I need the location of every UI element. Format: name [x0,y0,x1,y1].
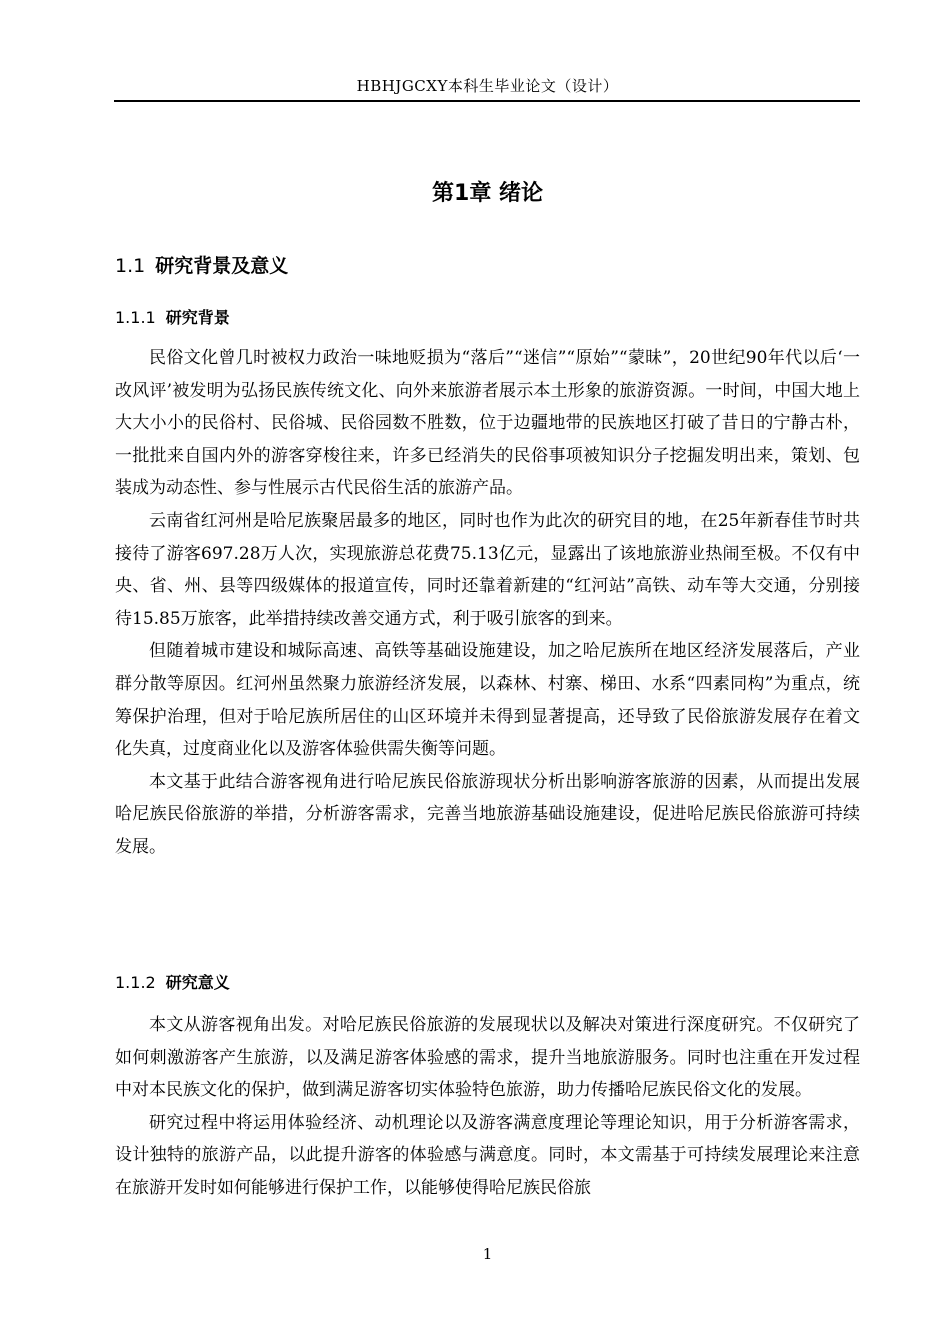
subsection-number: 1.1.2 [115,973,156,992]
body-paragraph: 云南省红河州是哈尼族聚居最多的地区，同时也作为此次的研究目的地，在25年新春佳节时共接待了游客697.28万人次，实现旅游总花费75.13亿元，显露出了该地旅游业热闹至极。不仅有中央、省、州、县等四级媒体的报道宣传，同时还靠着新建的“红河站”高铁、动车等大交通，分别接待15.85万旅客，此举措持续改善交通方式，利于吸引旅客的到来。 [115,510,860,629]
subsection-title: 研究意义 [165,973,230,992]
background-body [115,342,860,864]
subsection-title: 研究背景 [165,308,230,327]
body-paragraph: 民俗文化曾几时被权力政治一味地贬损为“落后”“迷信”“原始”“蒙昧”，20世纪90年代以后‘一改风评’被发明为弘扬民族传统文化、向外来旅游者展示本土形象的旅游资源。一时间，中国大地上大大小小的民俗村、民俗城、民俗园数不胜数，位于边疆地带的民族地区打破了昔日的宁静古朴，一批批来自国内外的游客穿梭往来，许多已经消失的民俗事项被知识分子挖掘发明出来，策划、包装成为动态性、参与性展示古代民俗生活的旅游产品。 [115,348,860,499]
body-paragraph: 本文基于此结合游客视角进行哈尼族民俗旅游现状分析出影响游客旅游的因素，从而提出发展哈尼族民俗旅游的举措，分析游客需求，完善当地旅游基础设施建设，促进哈尼族民俗旅游可持续发展。 [115,771,860,857]
section-number: 1.1 [115,255,146,277]
body-paragraph: 研究过程中将运用体验经济、动机理论以及游客满意度理论等理论知识，用于分析游客需求，设计独特的旅游产品，以此提升游客的体验感与满意度。同时，本文需基于可持续发展理论来注意在旅游开发时如何能够进行保护工作，以能够使得哈尼族民俗旅 [115,1112,860,1198]
page-header: HBHJGCXY本科生毕业论文（设计） [356,77,619,95]
section-title: 研究背景及意义 [155,255,289,277]
significance-body [115,1009,860,1205]
section-heading [115,250,860,282]
page-number: 1 [482,1245,493,1263]
subsection-heading-background [115,304,860,332]
body-paragraph: 但随着城市建设和城际高速、高铁等基础设施建设，加之哈尼族所在地区经济发展落后，产业群分散等原因。红河州虽然聚力旅游经济发展，以森林、村寨、梯田、水系“四素同构”为重点，统筹保护治理，但对于哈尼族所居住的山区环境并未得到显著提高，还导致了民俗旅游发展存在着文化失真，过度商业化以及游客体验供需失衡等问题。 [115,641,860,760]
header-divider [114,100,860,102]
subsection-number: 1.1.1 [115,308,156,327]
subsection-heading-significance [115,969,860,997]
body-paragraph: 本文从游客视角出发。对哈尼族民俗旅游的发展现状以及解决对策进行深度研究。不仅研究了如何刺激游客产生旅游，以及满足游客体验感的需求，提升当地旅游服务。同时也注重在开发过程中对本民族文化的保护，做到满足游客切实体验特色旅游，助力传播哈尼族民俗文化的发展。 [115,1015,860,1101]
chapter-title: 第1章 绪论 [432,181,543,206]
